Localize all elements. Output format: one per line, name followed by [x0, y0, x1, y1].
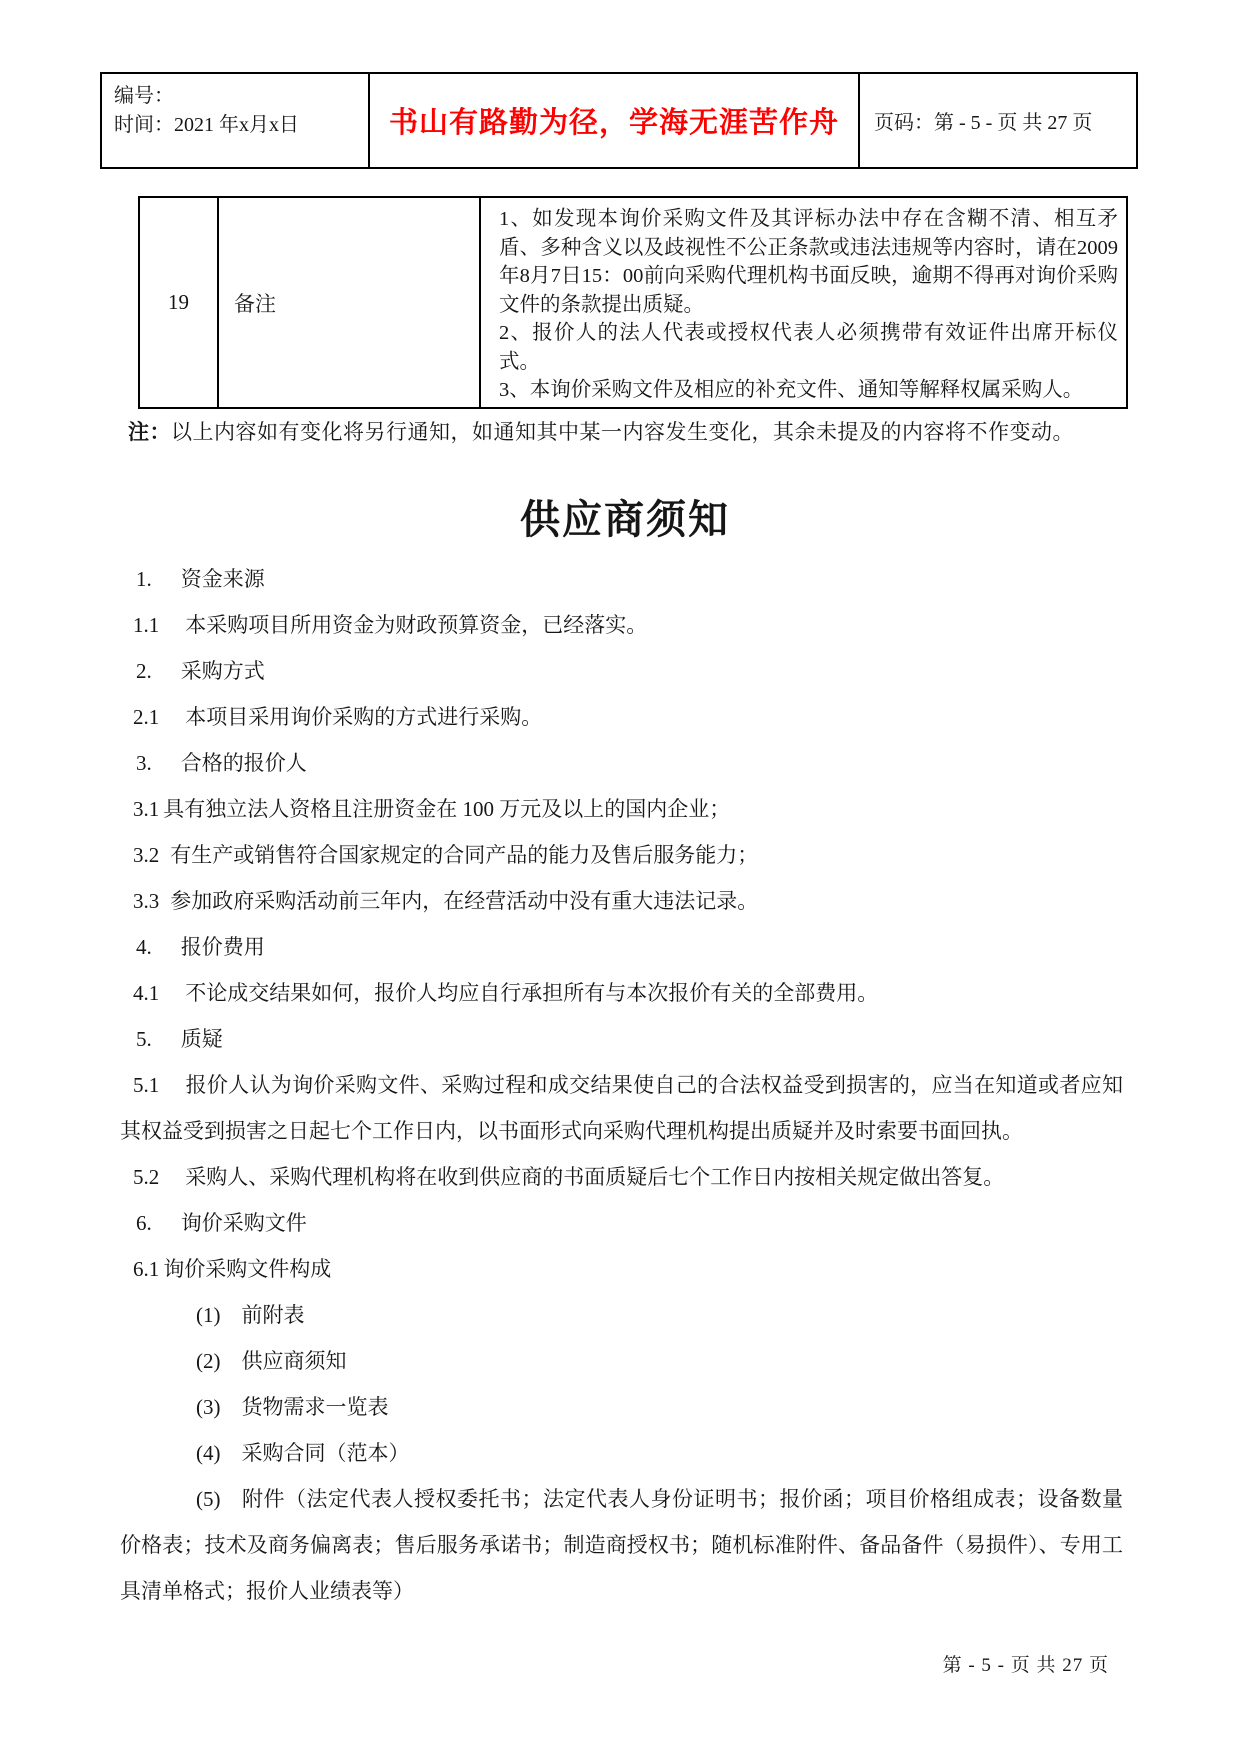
notice-item-text: 询价采购文件构成 — [163, 1257, 332, 1281]
notice-item — [120, 602, 1123, 648]
notice-item-number: (3) — [196, 1395, 221, 1419]
notice-item — [120, 832, 1123, 878]
notice-item-text: 具有独立法人资格且注册资金在 100 万元及以上的国内企业； — [163, 797, 731, 821]
notice-item-text: 前附表 — [241, 1303, 305, 1327]
remark-paragraph: 1、如发现本询价采购文件及其评标办法中存在含糊不清、相互矛盾、多种含义以及歧视性不公正条款或违法违规等内容时，请在2009年8月7日15：00前向采购代理机构书面反映，逾期不得再对询价采购文件的条款提出质疑。 — [499, 208, 1118, 316]
table-row-title-cell — [219, 198, 481, 407]
notice-item-number: 2.1 — [133, 705, 160, 729]
notice-item — [120, 1338, 1123, 1384]
notice-item-text: 本采购项目所用资金为财政预算资金，已经落实。 — [185, 613, 648, 637]
table-row-title: 备注 — [234, 291, 276, 316]
notice-item — [120, 1154, 1123, 1200]
notice-item-text: 货物需求一览表 — [241, 1395, 389, 1419]
notice-item — [120, 1430, 1123, 1476]
notice-item-number: 3.2 — [133, 843, 160, 867]
notice-item-number: 4. — [136, 935, 152, 959]
notice-item — [120, 1200, 1123, 1246]
notice-item — [120, 648, 1123, 694]
remark-paragraph: 3、本询价采购文件及相应的补充文件、通知等解释权属采购人。 — [499, 379, 1084, 401]
notice-item-number: 1.1 — [133, 613, 160, 637]
notice-item-number: 6.1 — [133, 1257, 160, 1281]
note-text: 以上内容如有变化将另行通知，如通知其中某一内容发生变化，其余未提及的内容将不作变动。 — [171, 420, 1074, 444]
notice-item-text: 附件（法定代表人授权委托书；法定代表人身份证明书；报价函；项目价格组成表；设备数量价格表；技术及商务偏离表；售后服务承诺书；制造商授权书；随机标准附件、备品备件（易损件）、专用工具清单格式；报价人业绩表等） — [120, 1487, 1123, 1603]
notice-item-number: 3. — [136, 751, 152, 775]
header-motto-text: 书山有路勤为径，学海无涯苦作舟 — [388, 107, 839, 139]
page-title: 供应商须知 — [520, 497, 730, 542]
notice-item — [120, 786, 1123, 832]
notice-item-text: 采购方式 — [180, 659, 265, 683]
notice-item — [120, 924, 1123, 970]
notice-item-number: 5. — [136, 1027, 152, 1051]
notice-item-number: 3.3 — [133, 889, 160, 913]
front-attached-table — [138, 196, 1128, 409]
header-date-label: 时间：2021 年x月x日 — [114, 114, 299, 136]
page-header-table — [100, 72, 1138, 169]
notice-item — [120, 970, 1123, 1016]
notice-item — [120, 740, 1123, 786]
notice-item — [120, 1292, 1123, 1338]
notice-item-text: 质疑 — [180, 1027, 223, 1051]
notice-item-text: 采购人、采购代理机构将在收到供应商的书面质疑后七个工作日内按相关规定做出答复。 — [185, 1165, 1005, 1189]
notice-item-text: 报价人认为询价采购文件、采购过程和成交结果使自己的合法权益受到损害的，应当在知道或者应知其权益受到损害之日起七个工作日内，以书面形式向采购代理机构提出质疑并及时索要书面回执。 — [120, 1073, 1123, 1143]
header-motto-cell — [370, 74, 860, 167]
notice-item — [120, 1246, 1123, 1292]
notice-item-text: 询价采购文件 — [180, 1211, 307, 1235]
notice-item-number: (4) — [196, 1441, 221, 1465]
table-row-number: 19 — [168, 290, 189, 314]
supplier-notice-list — [120, 556, 1123, 1614]
notice-item-text: 采购合同（范本） — [241, 1441, 410, 1465]
header-number-date-cell — [102, 74, 370, 167]
notice-item — [120, 1062, 1123, 1154]
table-remarks-cell — [481, 198, 1126, 407]
notice-item-number: 2. — [136, 659, 152, 683]
notice-item-text: 不论成交结果如何，报价人均应自行承担所有与本次报价有关的全部费用。 — [185, 981, 879, 1005]
notice-item-text: 合格的报价人 — [180, 751, 307, 775]
notice-item-number: 1. — [136, 567, 152, 591]
notice-item-text: 报价费用 — [180, 935, 265, 959]
notice-item-text: 参加政府采购活动前三年内，在经营活动中没有重大违法记录。 — [170, 889, 759, 913]
notice-item — [120, 1476, 1123, 1614]
header-number-label: 编号： — [114, 85, 174, 107]
note-line — [128, 416, 1132, 446]
page-footer: 第 - 5 - 页 共 27 页 — [942, 1655, 1109, 1676]
notice-item-number: (1) — [196, 1303, 221, 1327]
notice-item-text: 有生产或销售符合国家规定的合同产品的能力及售后服务能力； — [170, 843, 759, 867]
notice-item — [120, 1384, 1123, 1430]
notice-item-text: 资金来源 — [180, 567, 265, 591]
notice-item-number: 6. — [136, 1211, 152, 1235]
notice-item-text: 本项目采用询价采购的方式进行采购。 — [185, 705, 543, 729]
header-page-number-cell — [860, 74, 1136, 167]
notice-item-number: (5) — [196, 1487, 221, 1511]
table-row-number-cell — [140, 198, 219, 407]
notice-item — [120, 1016, 1123, 1062]
notice-item — [120, 694, 1123, 740]
header-page-number-label: 页码：第 - 5 - 页 共 27 页 — [874, 112, 1093, 134]
note-label: 注： — [128, 420, 171, 444]
notice-item-number: 5.2 — [133, 1165, 160, 1189]
notice-item-number: (2) — [196, 1349, 221, 1373]
notice-item-text: 供应商须知 — [241, 1349, 347, 1373]
notice-item-number: 3.1 — [133, 797, 160, 821]
notice-item — [120, 556, 1123, 602]
notice-item-number: 4.1 — [133, 981, 160, 1005]
remark-paragraph: 2、报价人的法人代表或授权代表人必须携带有效证件出席开标仪式。 — [499, 322, 1118, 373]
notice-item-number: 5.1 — [133, 1073, 160, 1097]
notice-item — [120, 878, 1123, 924]
